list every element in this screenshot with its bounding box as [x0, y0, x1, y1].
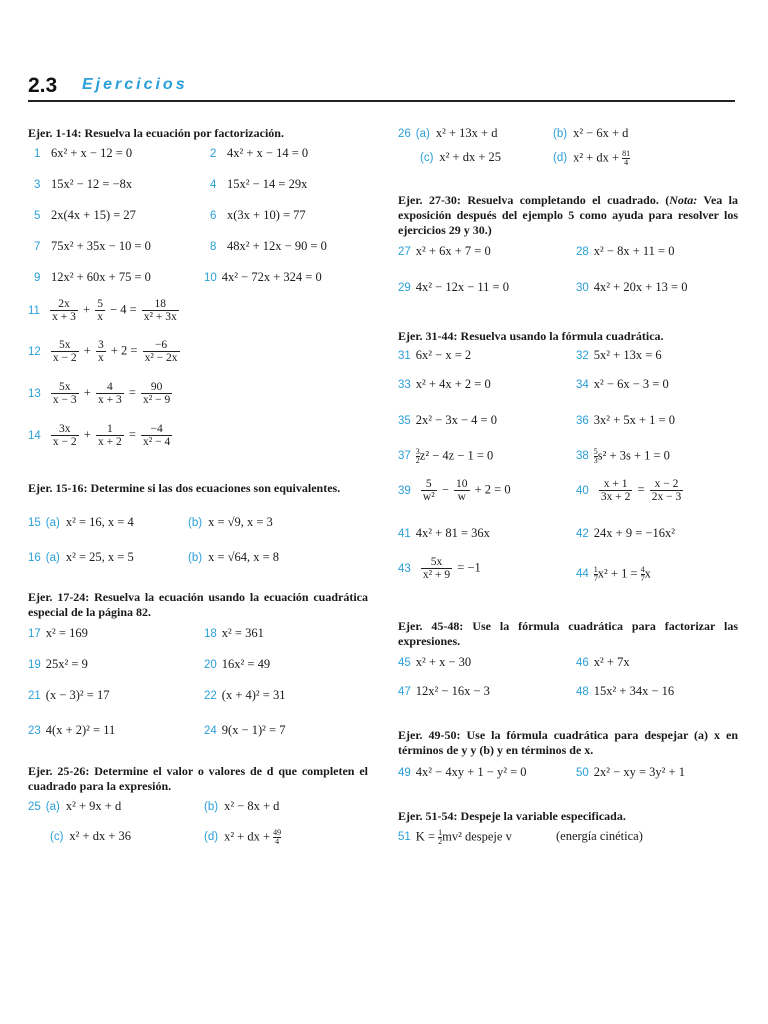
exercise-32: 32 5x² + 13x = 6 [576, 348, 662, 362]
exercise-27: 27 x² + 6x + 7 = 0 [398, 244, 491, 258]
exercise-9: 9 12x² + 60x + 75 = 0 [34, 270, 151, 284]
exercise-row [28, 239, 368, 261]
exercise-12: 12 $\frac{5x}{x - 2}$ + $\frac{3}{x}$ + 2 = $\frac{-6}{\text{x² − 2x}}$ [28, 339, 178, 364]
instructions-51-54: Ejer. 51-54: Despeje la variable especificada. [398, 809, 626, 823]
exercise-row [28, 381, 368, 415]
instructions-1-14 [28, 126, 368, 141]
exercise-26a: 26 (a) x² + 13x + d [398, 126, 498, 140]
exercise-row [28, 339, 368, 373]
exercise-row [398, 526, 738, 548]
instructions-49-50: Ejer. 49-50: Use la fórmula cuadrática para despejar (a) x en términos de y y (b) y en términos de x. [398, 728, 738, 757]
exercise-48: 48 15x² + 34x − 16 [576, 684, 675, 698]
exercise-5: 5 2x(4x + 15) = 27 [34, 208, 136, 222]
exercise-51-note: (energía cinética) [556, 829, 643, 843]
exercise-26b: (b) x² − 6x + d [553, 126, 629, 140]
exercise-44: 44 $\frac{1}{7}$ x² + 1 = $\frac{4}{7}$ x [576, 565, 651, 583]
exercise-10: 10 4x² − 72x + 324 = 0 [204, 270, 322, 284]
exercise-row [398, 348, 738, 370]
exercise-35: 35 2x² − 3x − 4 = 0 [398, 413, 497, 427]
exercise-4: 4 15x² − 14 = 29x [210, 177, 308, 191]
exercise-29: 29 4x² − 12x − 11 = 0 [398, 280, 509, 294]
exercise-33: 33 x² + 4x + 2 = 0 [398, 377, 491, 391]
exercise-6: 6 x(3x + 10) = 77 [210, 208, 306, 222]
exercise-37: 37 $\frac{3}{2}$ z² − 4z − 1 = 0 [398, 447, 494, 465]
exercise-row [28, 799, 368, 821]
exercise-21: 21 (x − 3)² = 17 [28, 688, 110, 702]
exercise-row [28, 298, 368, 332]
exercise-34: 34 x² − 6x − 3 = 0 [576, 377, 669, 391]
exercise-28: 28 x² − 8x + 11 = 0 [576, 244, 675, 258]
section-number: 2.3 [28, 74, 58, 97]
exercise-row [398, 448, 738, 470]
exercise-row [28, 146, 368, 168]
exercise-18: 18 x² = 361 [204, 626, 264, 640]
group-text: Resuelva la ecuación por factorización. [81, 126, 284, 140]
exercise-49: 49 4x² − 4xy + 1 − y² = 0 [398, 765, 527, 779]
exercise-51: 51 K = $\frac{1}{2}$ mv² despeje v [398, 828, 512, 846]
exercise-13: 13 $\frac{5x}{x - 3}$ + $\frac{4}{x + 3}$ = $\frac{90}{\text{x² − 9}}$ [28, 381, 171, 406]
exercise-16a: 16 (a) x² = 25, x = 5 [28, 550, 134, 564]
exercise-row [398, 413, 738, 435]
exercise-11: 11 $\frac{2x}{x + 3}$ + $\frac{5}{x}$ − 4 = $\frac{18}{\text{x² + 3x}}$ [28, 298, 177, 323]
exercise-23: 23 4(x + 2)² = 11 [28, 723, 116, 737]
exercise-row [398, 556, 738, 590]
exercise-46: 46 x² + 7x [576, 655, 630, 669]
exercise-row [398, 655, 738, 677]
exercise-16b: (b) x = √64, x = 8 [188, 550, 280, 564]
section-title: Ejercicios [82, 76, 188, 93]
exercise-20: 20 16x² = 49 [204, 657, 271, 671]
exercise-row [398, 478, 738, 512]
exercise-8: 8 48x² + 12x − 90 = 0 [210, 239, 327, 253]
exercise-row [28, 657, 368, 679]
exercise-row [28, 829, 368, 851]
exercise-row [28, 626, 368, 648]
exercise-1: 1 6x² + x − 12 = 0 [34, 146, 133, 160]
exercise-row [398, 377, 738, 399]
exercise-15b: (b) x = √9, x = 3 [188, 515, 273, 529]
exercise-row [28, 688, 368, 710]
exercise-30: 30 4x² + 20x + 13 = 0 [576, 280, 688, 294]
exercise-row [398, 829, 738, 851]
exercise-42: 42 24x + 9 = −16x² [576, 526, 675, 540]
exercise-19: 19 25x² = 9 [28, 657, 88, 671]
exercise-22: 22 (x + 4)² = 31 [204, 688, 286, 702]
exercise-25d: (d) x² + dx + $\frac{49}{4}$ [204, 828, 282, 846]
instructions-31-44: Ejer. 31-44: Resuelva usando la fórmula cuadrática. [398, 329, 664, 343]
exercise-50: 50 2x² − xy = 3y² + 1 [576, 765, 685, 779]
exercise-43: 43 $\frac{5x}{\text{x² + 9}}$ = −1 [398, 556, 481, 581]
exercise-39: 39 $\frac{5}{\text{w²}}$ − $\frac{10}{w}$ + 2 = 0 [398, 478, 511, 503]
instructions-17-24: Ejer. 17-24: Resuelva la ecuación usando la ecuación cuadrática especial de la página 82. [28, 590, 368, 619]
exercise-41: 41 4x² + 81 = 36x [398, 526, 490, 540]
exercise-row [398, 126, 738, 148]
exercise-7: 7 75x² + 35x − 10 = 0 [34, 239, 151, 253]
exercise-38: 38 $\frac{5}{3}$ s² + 3s + 1 = 0 [576, 447, 670, 465]
exercise-31: 31 6x² − x = 2 [398, 348, 472, 362]
exercise-row [398, 244, 738, 266]
exercise-row [28, 550, 368, 572]
exercise-25c: (c) x² + dx + 36 [50, 829, 132, 843]
exercise-row [28, 723, 368, 745]
exercise-26d: (d) x² + dx + $\frac{81}{4}$ [553, 149, 631, 167]
exercise-row [28, 423, 368, 457]
exercise-3: 3 15x² − 12 = −8x [34, 177, 133, 191]
exercise-25b: (b) x² − 8x + d [204, 799, 280, 813]
exercise-36: 36 3x² + 5x + 1 = 0 [576, 413, 675, 427]
exercise-45: 45 x² + x − 30 [398, 655, 472, 669]
exercise-24: 24 9(x − 1)² = 7 [204, 723, 286, 737]
exercise-row [28, 515, 368, 537]
section-header [28, 74, 735, 102]
exercise-row [398, 150, 738, 172]
exercise-row [28, 270, 368, 292]
exercise-row [398, 684, 738, 706]
exercise-26c: (c) x² + dx + 25 [420, 150, 502, 164]
exercise-row [28, 208, 368, 230]
instructions-27-30: Ejer. 27-30: Resuelva completando el cuadrado. (Nota: Vea la exposición después del ejemplo 5 como ayuda para resolver los ejercicios 29 y 30.) [398, 193, 739, 237]
exercise-47: 47 12x² − 16x − 3 [398, 684, 490, 698]
exercise-25a: 25 (a) x² + 9x + d [28, 799, 122, 813]
exercise-row [398, 765, 738, 787]
exercise-2: 2 4x² + x − 14 = 0 [210, 146, 309, 160]
exercise-row [398, 280, 738, 302]
exercise-15a: 15 (a) x² = 16, x = 4 [28, 515, 134, 529]
exercise-40: 40 $\frac{x + 1}{3x + 2}$ = $\frac{x - 2}{2x - 3}$ [576, 478, 682, 503]
instructions-25-26: Ejer. 25-26: Determine el valor o valores de d que completen el cuadrado para la expresión. [28, 764, 368, 793]
exercise-17: 17 x² = 169 [28, 626, 88, 640]
exercise-row [28, 177, 368, 199]
instructions-15-16: Ejer. 15-16: Determine si las dos ecuaciones son equivalentes. [28, 481, 341, 495]
exercise-14: 14 $\frac{3x}{x - 2}$ + $\frac{1}{x + 2}$ = $\frac{-4}{\text{x² − 4}}$ [28, 423, 171, 448]
group-title: Ejer. 1-14: [28, 126, 82, 140]
instructions-45-48: Ejer. 45-48: Use la fórmula cuadrática para factorizar las expresiones. [398, 619, 738, 648]
